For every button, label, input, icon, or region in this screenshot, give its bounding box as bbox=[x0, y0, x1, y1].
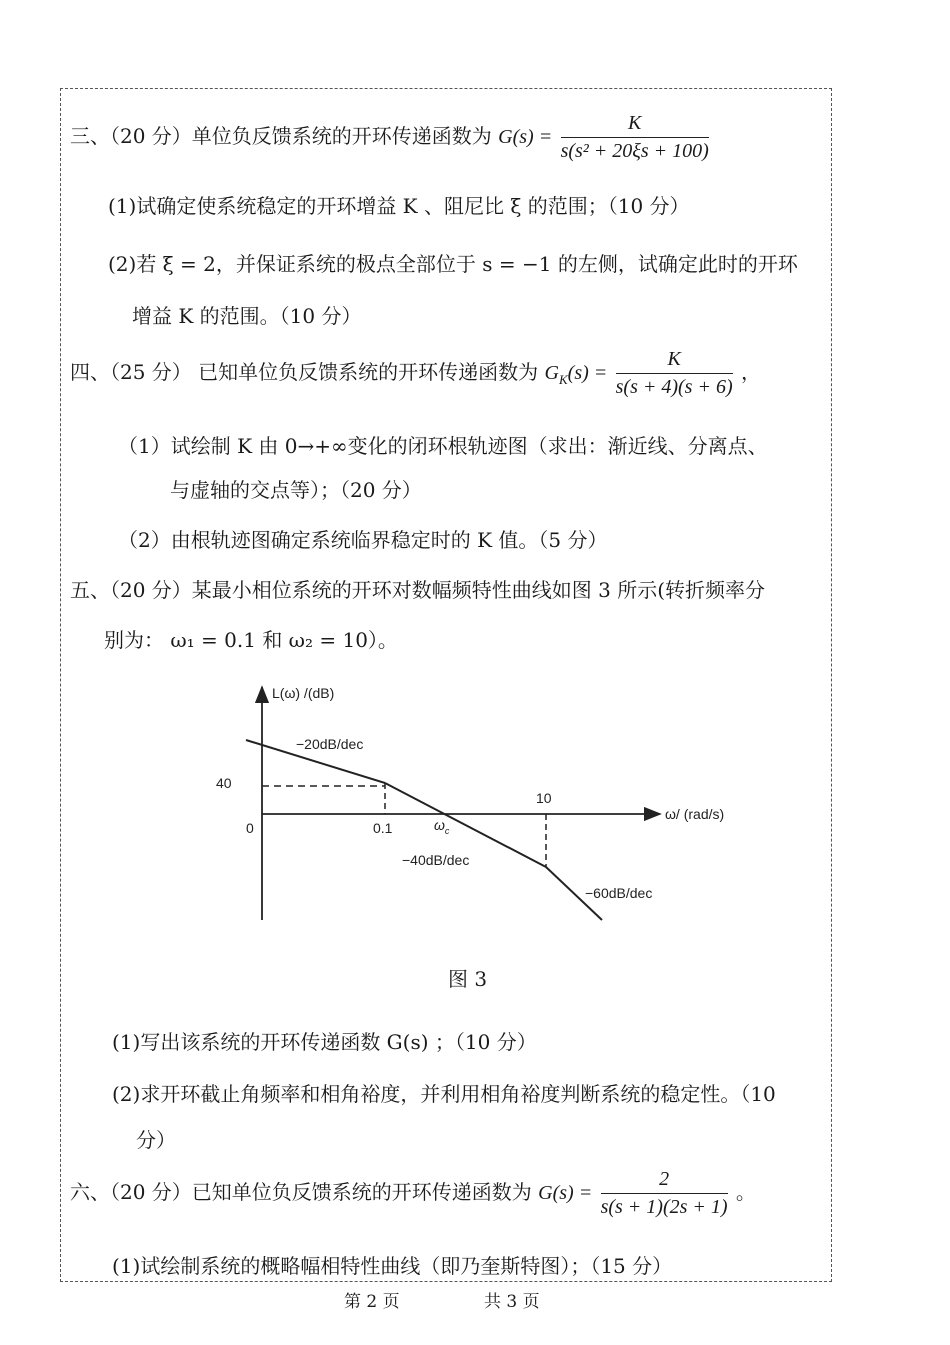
q4-part1-line2: 与虚轴的交点等）；（20 分） bbox=[170, 478, 422, 502]
q4-lhs-subscript: K bbox=[558, 372, 568, 387]
total-pages: 共 3 页 bbox=[484, 1292, 540, 1312]
q3-part2-line2: 增益 K 的范围。（10 分） bbox=[132, 304, 362, 328]
q5-line2: 别为： ω₁ = 0.1 和 ω₂ = 10）。 bbox=[104, 628, 398, 652]
q6-part1: (1)试绘制系统的概略幅相特性曲线（即乃奎斯特图）；（15 分） bbox=[112, 1254, 673, 1278]
q3-denominator: s(s² + 20ξs + 100) bbox=[560, 140, 709, 162]
q4-part2: （2）由根轨迹图确定系统临界稳定时的 K 值。（5 分） bbox=[118, 528, 608, 552]
page-number: 第 2 页 bbox=[344, 1292, 400, 1312]
q6-fraction bbox=[601, 1168, 728, 1219]
q4-numerator: K bbox=[616, 348, 733, 374]
x-axis-label: ω/ (rad/s) bbox=[665, 806, 725, 822]
slope2-label: −40dB/dec bbox=[402, 852, 470, 868]
q3-header bbox=[70, 112, 711, 163]
x-tick-10: 10 bbox=[536, 790, 552, 806]
y-axis-label: L(ω) /(dB) bbox=[272, 685, 335, 701]
q6-suffix: 。 bbox=[735, 1180, 756, 1204]
q4-suffix: ， bbox=[740, 360, 761, 384]
slope3-label: −60dB/dec bbox=[585, 885, 653, 901]
q3-part1: (1)试确定使系统稳定的开环增益 K 、阻尼比 ξ 的范围；（10 分） bbox=[108, 194, 690, 218]
q3-numerator: K bbox=[561, 112, 709, 138]
crossover-subscript: c bbox=[444, 826, 450, 836]
q6-lhs: G(s) = bbox=[538, 1182, 593, 1204]
slope1-label: −20dB/dec bbox=[296, 736, 364, 752]
bode-magnitude-figure bbox=[216, 675, 750, 935]
q3-prefix: 三、（20 分）单位负反馈系统的开环传递函数为 bbox=[70, 124, 492, 148]
q4-lhs: G bbox=[544, 362, 559, 384]
q6-prefix: 六、（20 分）已知单位负反馈系统的开环传递函数为 bbox=[70, 1180, 532, 1204]
q3-part2-line1: (2)若 ξ = 2，并保证系统的极点全部位于 s = −1 的左侧，试确定此时的开环 bbox=[108, 252, 798, 276]
q5-part2-line2: 分） bbox=[136, 1128, 176, 1152]
origin-label: 0 bbox=[246, 820, 254, 836]
q5-part1: (1)写出该系统的开环传递函数 G(s) ；（10 分） bbox=[112, 1030, 537, 1054]
q4-lhs-rest: (s) = bbox=[567, 362, 608, 384]
crossover-symbol: ω bbox=[434, 817, 445, 833]
x-tick-0-1: 0.1 bbox=[373, 820, 393, 836]
q6-header bbox=[70, 1168, 756, 1219]
q4-part1-line1: （1）试绘制 K 由 0→+∞变化的闭环根轨迹图（求出：渐近线、分离点、 bbox=[118, 434, 768, 458]
y-tick-40: 40 bbox=[216, 775, 232, 791]
q5-line1: 五、（20 分）某最小相位系统的开环对数幅频特性曲线如图 3 所示(转折频率分 bbox=[70, 578, 766, 602]
q6-numerator: 2 bbox=[601, 1168, 728, 1194]
q4-fraction bbox=[616, 348, 733, 399]
figure-caption: 图 3 bbox=[448, 967, 488, 991]
q4-denominator: s(s + 4)(s + 6) bbox=[615, 376, 733, 398]
q6-denominator: s(s + 1)(2s + 1) bbox=[600, 1196, 728, 1218]
q5-part2-line1: (2)求开环截止角频率和相角裕度，并利用相角裕度判断系统的稳定性。（10 bbox=[112, 1082, 776, 1106]
q3-lhs: G(s) = bbox=[498, 126, 553, 148]
crossover-label bbox=[434, 817, 450, 836]
q4-header bbox=[70, 348, 761, 399]
q3-fraction bbox=[561, 112, 709, 163]
q4-prefix: 四、（25 分） 已知单位负反馈系统的开环传递函数为 bbox=[70, 360, 539, 384]
